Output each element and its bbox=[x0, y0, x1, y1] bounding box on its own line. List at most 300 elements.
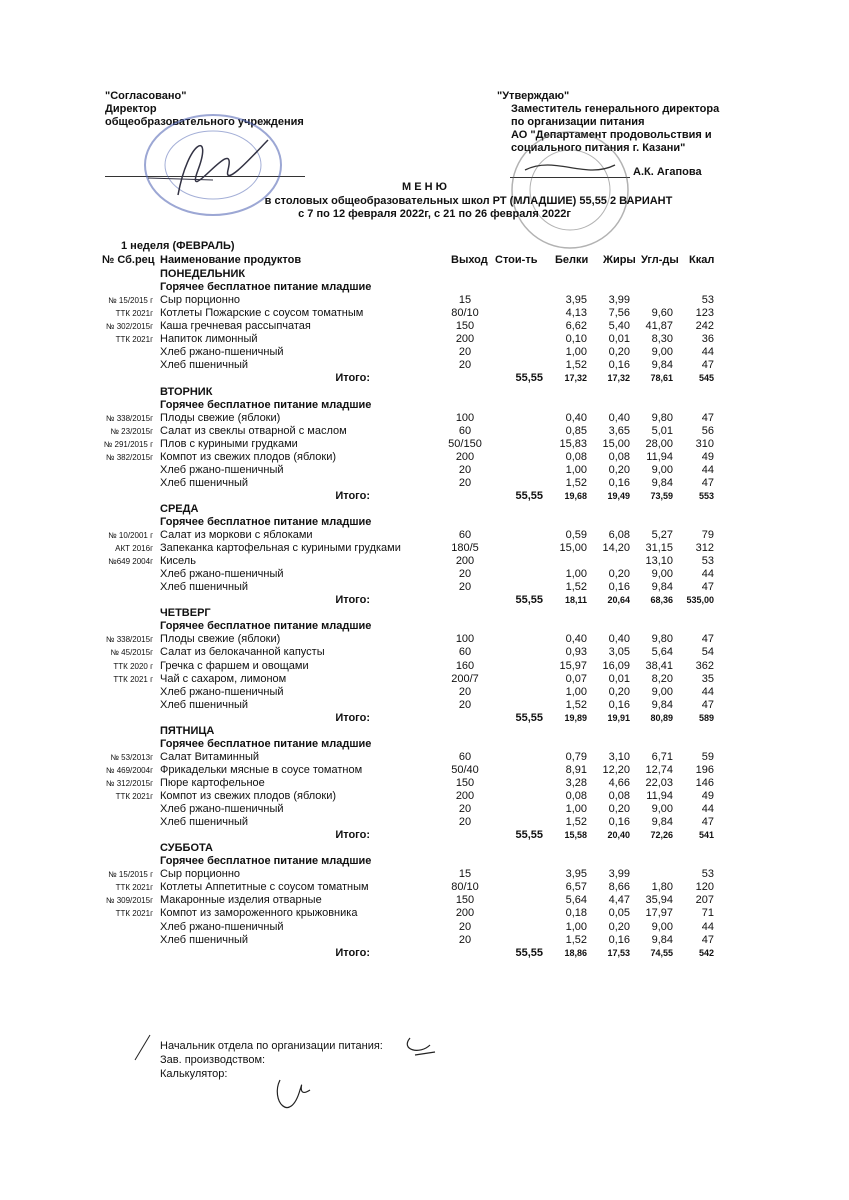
dish-carbs: 41,87 bbox=[645, 320, 673, 333]
dish-carbs: 9,00 bbox=[651, 463, 673, 476]
dish-protein: 1,00 bbox=[565, 463, 587, 476]
dish-kcal: 120 bbox=[695, 881, 714, 894]
total-price: 55,55 bbox=[515, 594, 543, 607]
dish-kcal: 242 bbox=[695, 320, 714, 333]
dish-carbs: 1,80 bbox=[651, 881, 673, 894]
dish-fat: 0,08 bbox=[608, 450, 630, 463]
dish-name: Салат из белокачанной капусты bbox=[160, 646, 325, 659]
menu-dates: с 7 по 12 февраля 2022г, с 21 по 26 февраля 2022г bbox=[298, 208, 571, 220]
dish-protein: 1,00 bbox=[565, 346, 587, 359]
dish-kcal: 47 bbox=[701, 476, 714, 489]
dish-name: Салат Витаминный bbox=[160, 750, 259, 763]
footer-signatures bbox=[130, 1030, 450, 1130]
recipe-number: № 53/2013г bbox=[110, 752, 153, 762]
dish-yield: 20 bbox=[458, 933, 472, 946]
dish-fat: 0,16 bbox=[608, 816, 630, 829]
dish-fat: 3,10 bbox=[608, 750, 630, 763]
total-price: 55,55 bbox=[515, 829, 543, 842]
dish-fat: 16,09 bbox=[602, 659, 630, 672]
dish-yield: 15 bbox=[458, 868, 472, 881]
dish-protein: 5,64 bbox=[565, 894, 587, 907]
total-label: Итого: bbox=[335, 489, 370, 502]
dish-kcal: 47 bbox=[701, 581, 714, 594]
recipe-number: АКТ 2016г bbox=[115, 544, 153, 554]
footer-calculator: Калькулятор: bbox=[160, 1068, 228, 1080]
total-kcal: 553 bbox=[698, 490, 714, 501]
total-fat: 17,32 bbox=[607, 373, 630, 384]
dish-kcal: 59 bbox=[701, 750, 714, 763]
recipe-number: № 23/2015г bbox=[110, 426, 153, 436]
total-fat: 17,53 bbox=[607, 947, 630, 958]
approval-right-line4: АО "Департамент продовольствия и bbox=[511, 129, 712, 141]
dish-kcal: 146 bbox=[695, 776, 714, 789]
dish-protein: 15,97 bbox=[559, 659, 587, 672]
dish-protein: 8,91 bbox=[565, 763, 587, 776]
dish-kcal: 47 bbox=[701, 698, 714, 711]
dish-fat: 0,20 bbox=[608, 346, 630, 359]
dish-name: Котлеты Пожарские с соусом томатным bbox=[160, 307, 364, 320]
dish-carbs: 9,80 bbox=[651, 633, 673, 646]
dish-fat: 0,20 bbox=[608, 463, 630, 476]
recipe-number: № 469/2004г bbox=[105, 765, 153, 775]
day-name: СРЕДА bbox=[160, 502, 199, 515]
dish-kcal: 312 bbox=[695, 542, 714, 555]
dish-carbs: 5,64 bbox=[651, 646, 673, 659]
dish-kcal: 123 bbox=[695, 307, 714, 320]
table-row bbox=[0, 294, 849, 307]
table-row bbox=[0, 307, 849, 320]
table-row bbox=[0, 816, 849, 829]
dish-protein: 1,52 bbox=[565, 816, 587, 829]
col-rec: № Сб.рец bbox=[102, 254, 155, 266]
day-name: ЧЕТВЕРГ bbox=[160, 607, 211, 620]
table-row bbox=[0, 699, 849, 712]
dish-carbs: 9,00 bbox=[651, 568, 673, 581]
total-kcal: 535,00 bbox=[686, 595, 714, 606]
table-row bbox=[0, 542, 849, 555]
dish-name: Плоды свежие (яблоки) bbox=[160, 633, 281, 646]
day-name: ПОНЕДЕЛЬНИК bbox=[160, 268, 246, 280]
dish-name: Каша гречневая рассыпчатая bbox=[160, 320, 311, 333]
dish-carbs: 8,30 bbox=[651, 333, 673, 346]
section-heading bbox=[0, 399, 849, 412]
dish-yield: 180/5 bbox=[451, 542, 479, 555]
dish-name: Хлеб ржано-пшеничный bbox=[160, 346, 284, 359]
dish-name: Пюре картофельное bbox=[160, 776, 265, 789]
table-row bbox=[0, 451, 849, 464]
approval-right-line1: "Утверждаю" bbox=[497, 90, 570, 102]
recipe-number: № 302/2015г bbox=[105, 322, 153, 332]
dish-fat: 12,20 bbox=[602, 763, 630, 776]
recipe-number: ТТК 2021г bbox=[115, 792, 153, 801]
dish-kcal: 310 bbox=[695, 437, 714, 450]
total-protein: 19,89 bbox=[564, 712, 587, 723]
dish-kcal: 44 bbox=[701, 920, 714, 933]
table-row bbox=[0, 359, 849, 372]
dish-protein: 4,13 bbox=[565, 307, 587, 320]
recipe-number: № 338/2015г bbox=[105, 413, 153, 423]
dish-yield: 50/40 bbox=[451, 763, 479, 776]
recipe-number: № 382/2015г bbox=[105, 452, 153, 462]
col-kcal: Ккал bbox=[689, 254, 715, 266]
total-row bbox=[0, 372, 849, 385]
total-carbs: 78,61 bbox=[650, 373, 673, 384]
dish-carbs: 38,41 bbox=[645, 659, 673, 672]
dish-carbs: 9,84 bbox=[651, 476, 673, 489]
total-kcal: 542 bbox=[698, 947, 714, 958]
dish-protein: 0,40 bbox=[565, 633, 587, 646]
dish-name: Компот из свежих плодов (яблоки) bbox=[160, 450, 337, 463]
dish-yield: 20 bbox=[458, 816, 472, 829]
total-price: 55,55 bbox=[515, 372, 543, 385]
dish-name: Хлеб ржано-пшеничный bbox=[160, 803, 284, 815]
col-name: Наименование продуктов bbox=[160, 254, 302, 266]
table-row bbox=[0, 764, 849, 777]
dish-kcal: 56 bbox=[701, 424, 714, 437]
day-name: ВТОРНИК bbox=[160, 385, 213, 398]
day-heading bbox=[0, 842, 849, 855]
section-label: Горячее бесплатное питание младшие bbox=[160, 737, 372, 750]
total-row bbox=[0, 712, 849, 725]
dish-carbs: 5,01 bbox=[651, 424, 673, 437]
dish-carbs: 35,94 bbox=[645, 894, 673, 907]
dish-yield: 20 bbox=[458, 359, 472, 372]
table-row bbox=[0, 320, 849, 333]
table-row bbox=[0, 438, 849, 451]
total-protein: 19,68 bbox=[564, 490, 587, 501]
dish-name: Салат из моркови с яблоками bbox=[160, 529, 313, 541]
dish-carbs: 13,10 bbox=[645, 555, 673, 568]
dish-yield: 20 bbox=[458, 476, 472, 489]
dish-fat: 0,40 bbox=[608, 633, 630, 646]
dish-yield: 100 bbox=[455, 633, 475, 646]
dish-protein: 0,08 bbox=[565, 790, 587, 802]
dish-name: Запеканка картофельная с куриными грудками bbox=[160, 542, 401, 555]
table-row bbox=[0, 425, 849, 438]
total-price: 55,55 bbox=[515, 946, 543, 959]
table-row bbox=[0, 568, 849, 581]
approval-right-line2: Заместитель генерального директора bbox=[511, 103, 720, 115]
dish-name: Макаронные изделия отварные bbox=[160, 894, 322, 907]
dish-protein: 0,59 bbox=[565, 529, 587, 541]
day-name: СУББОТА bbox=[160, 842, 213, 855]
dish-fat: 3,99 bbox=[608, 294, 630, 307]
section-heading bbox=[0, 516, 849, 529]
table-row bbox=[0, 346, 849, 359]
dish-name: Плов с куриными грудками bbox=[160, 437, 298, 450]
dish-protein: 1,52 bbox=[565, 476, 587, 489]
recipe-number: № 312/2015г bbox=[105, 778, 153, 788]
dish-yield: 20 bbox=[458, 581, 472, 594]
dish-kcal: 54 bbox=[701, 646, 714, 659]
total-row bbox=[0, 947, 849, 960]
dish-yield: 200 bbox=[455, 333, 475, 346]
recipe-number: № 15/2015 г bbox=[108, 296, 153, 306]
dish-yield: 150 bbox=[455, 320, 475, 333]
col-fat: Жиры bbox=[603, 254, 636, 266]
approval-signer: А.К. Агапова bbox=[633, 166, 702, 178]
table-row bbox=[0, 412, 849, 425]
dish-kcal: 207 bbox=[695, 894, 714, 907]
dish-fat: 6,08 bbox=[608, 529, 630, 541]
dish-fat: 0,16 bbox=[608, 698, 630, 711]
table-row bbox=[0, 464, 849, 477]
total-label: Итого: bbox=[335, 711, 370, 724]
total-fat: 20,40 bbox=[607, 830, 630, 841]
table-row bbox=[0, 790, 849, 803]
dish-protein: 0,85 bbox=[565, 424, 587, 437]
dish-name: Хлеб пшеничный bbox=[160, 933, 249, 946]
recipe-number: ТТК 2020 г bbox=[113, 661, 153, 671]
total-carbs: 72,26 bbox=[650, 830, 673, 841]
dish-yield: 15 bbox=[458, 294, 472, 307]
dish-carbs: 22,03 bbox=[645, 776, 673, 789]
dish-yield: 20 bbox=[458, 685, 472, 698]
total-kcal: 545 bbox=[698, 373, 714, 384]
total-label: Итого: bbox=[335, 372, 370, 385]
dish-kcal: 36 bbox=[701, 333, 714, 346]
dish-yield: 20 bbox=[458, 346, 472, 359]
dish-yield: 200 bbox=[455, 907, 475, 920]
table-row bbox=[0, 633, 849, 646]
table-row bbox=[0, 555, 849, 568]
approval-right-line3: по организации питания bbox=[511, 116, 645, 128]
dish-kcal: 47 bbox=[701, 411, 714, 424]
dish-kcal: 47 bbox=[701, 359, 714, 372]
dish-yield: 200 bbox=[455, 790, 475, 802]
dish-protein: 1,00 bbox=[565, 803, 587, 815]
dish-kcal: 47 bbox=[701, 816, 714, 829]
section-heading bbox=[0, 281, 849, 294]
total-row bbox=[0, 490, 849, 503]
dish-kcal: 44 bbox=[701, 346, 714, 359]
recipe-number: №649 2004г bbox=[108, 557, 153, 567]
total-protein: 18,86 bbox=[564, 947, 587, 958]
total-label: Итого: bbox=[335, 829, 370, 842]
dish-fat: 3,05 bbox=[608, 646, 630, 659]
dish-yield: 20 bbox=[458, 568, 472, 581]
table-row bbox=[0, 333, 849, 346]
menu-title: М Е Н Ю bbox=[402, 181, 447, 193]
dish-yield: 150 bbox=[455, 894, 475, 907]
dish-kcal: 53 bbox=[701, 555, 714, 568]
dish-name: Хлеб ржано-пшеничный bbox=[160, 685, 284, 698]
total-fat: 20,64 bbox=[607, 595, 630, 606]
total-fat: 19,91 bbox=[607, 712, 630, 723]
dish-name: Кисель bbox=[160, 555, 196, 568]
table-row bbox=[0, 686, 849, 699]
total-carbs: 68,36 bbox=[650, 595, 673, 606]
dish-carbs: 11,94 bbox=[646, 790, 673, 802]
dish-name: Компот из свежих плодов (яблоки) bbox=[160, 790, 337, 802]
dish-fat: 7,56 bbox=[608, 307, 630, 320]
dish-name: Хлеб пшеничный bbox=[160, 816, 249, 829]
total-protein: 17,32 bbox=[564, 373, 587, 384]
dish-protein: 6,62 bbox=[565, 320, 587, 333]
total-protein: 15,58 bbox=[564, 830, 587, 841]
dish-fat: 0,16 bbox=[608, 933, 630, 946]
dish-name: Хлеб пшеничный bbox=[160, 359, 249, 372]
dish-name: Хлеб пшеничный bbox=[160, 581, 249, 594]
column-headers bbox=[0, 254, 849, 267]
total-fat: 19,49 bbox=[607, 490, 630, 501]
dish-protein: 6,57 bbox=[565, 881, 587, 894]
table-row bbox=[0, 803, 849, 816]
dish-name: Хлеб ржано-пшеничный bbox=[160, 463, 284, 476]
menu-subtitle: в столовых общеобразовательных школ РТ (МЛАДШИЕ) 55,55 2 ВАРИАНТ bbox=[264, 195, 673, 207]
recipe-number: ТТК 2021 г bbox=[113, 674, 153, 684]
dish-kcal: 44 bbox=[701, 803, 714, 815]
total-label: Итого: bbox=[335, 594, 370, 607]
dish-fat: 3,99 bbox=[608, 868, 630, 881]
total-kcal: 541 bbox=[698, 830, 714, 841]
section-label: Горячее бесплатное питание младшие bbox=[160, 281, 372, 294]
dish-yield: 160 bbox=[455, 659, 475, 672]
dish-protein: 0,18 bbox=[565, 907, 587, 920]
dish-carbs: 5,27 bbox=[651, 529, 673, 541]
dish-protein: 1,00 bbox=[565, 920, 587, 933]
dish-carbs: 12,74 bbox=[645, 763, 673, 776]
day-heading bbox=[0, 725, 849, 738]
table-row bbox=[0, 529, 849, 542]
dish-fat: 0,16 bbox=[608, 359, 630, 372]
table-row bbox=[0, 751, 849, 764]
approval-left-line2: Директор bbox=[105, 103, 157, 115]
dish-fat: 3,65 bbox=[608, 424, 630, 437]
recipe-number: № 291/2015 г bbox=[103, 439, 153, 449]
dish-kcal: 49 bbox=[701, 790, 714, 802]
section-label: Горячее бесплатное питание младшие bbox=[160, 516, 372, 528]
day-heading bbox=[0, 607, 849, 620]
total-carbs: 73,59 bbox=[650, 490, 673, 501]
dish-fat: 0,40 bbox=[608, 411, 630, 424]
dish-protein: 1,00 bbox=[565, 685, 587, 698]
dish-protein: 3,28 bbox=[565, 776, 587, 789]
dish-carbs: 11,94 bbox=[646, 450, 673, 463]
table-row bbox=[0, 907, 849, 920]
recipe-number: № 45/2015г bbox=[110, 648, 153, 658]
dish-kcal: 35 bbox=[701, 672, 714, 685]
dish-kcal: 44 bbox=[701, 463, 714, 476]
dish-kcal: 53 bbox=[701, 294, 714, 307]
dish-carbs: 6,71 bbox=[651, 750, 673, 763]
dish-fat: 0,01 bbox=[608, 333, 630, 346]
dish-fat: 0,16 bbox=[608, 476, 630, 489]
dish-name: Чай с сахаром, лимоном bbox=[160, 672, 287, 685]
dish-fat: 14,20 bbox=[602, 542, 630, 555]
table-row bbox=[0, 581, 849, 594]
dish-protein: 1,00 bbox=[565, 568, 587, 581]
dish-carbs: 9,00 bbox=[651, 803, 673, 815]
dish-name: Напиток лимонный bbox=[160, 333, 258, 346]
section-heading bbox=[0, 738, 849, 751]
dish-carbs: 9,84 bbox=[651, 933, 673, 946]
dish-yield: 80/10 bbox=[451, 307, 479, 320]
dish-protein: 15,83 bbox=[559, 437, 587, 450]
dish-protein: 0,40 bbox=[565, 411, 587, 424]
dish-fat: 0,01 bbox=[608, 672, 630, 685]
dish-yield: 20 bbox=[458, 698, 472, 711]
table-row bbox=[0, 673, 849, 686]
dish-name: Сыр порционно bbox=[160, 868, 241, 881]
dish-protein: 0,93 bbox=[565, 646, 587, 659]
dish-fat: 0,08 bbox=[608, 790, 630, 802]
dish-carbs: 28,00 bbox=[645, 437, 673, 450]
total-label: Итого: bbox=[335, 946, 370, 959]
dish-fat: 0,20 bbox=[608, 920, 630, 933]
dish-kcal: 362 bbox=[695, 659, 714, 672]
dish-fat: 0,20 bbox=[608, 568, 630, 581]
dish-yield: 150 bbox=[455, 776, 475, 789]
total-row bbox=[0, 594, 849, 607]
dish-carbs: 9,00 bbox=[651, 685, 673, 698]
section-heading bbox=[0, 855, 849, 868]
recipe-number: № 338/2015г bbox=[105, 635, 153, 645]
table-row bbox=[0, 868, 849, 881]
approval-right-line5: социального питания г. Казани" bbox=[511, 142, 686, 154]
recipe-number: ТТК 2021г bbox=[115, 909, 153, 919]
dish-protein: 3,95 bbox=[565, 868, 587, 881]
table-row bbox=[0, 477, 849, 490]
dish-kcal: 47 bbox=[701, 933, 714, 946]
dish-fat: 4,66 bbox=[608, 776, 630, 789]
dish-name: Хлеб ржано-пшеничный bbox=[160, 568, 284, 581]
col-carbs: Угл-ды bbox=[641, 254, 679, 266]
dish-carbs: 31,15 bbox=[645, 542, 673, 555]
section-label: Горячее бесплатное питание младшие bbox=[160, 855, 372, 868]
dish-protein: 0,79 bbox=[565, 750, 587, 763]
dish-protein: 0,07 bbox=[565, 672, 587, 685]
dish-fat: 0,05 bbox=[608, 907, 630, 920]
dish-kcal: 71 bbox=[701, 907, 714, 920]
dish-name: Сыр порционно bbox=[160, 294, 241, 307]
total-carbs: 74,55 bbox=[650, 947, 673, 958]
dish-yield: 200/7 bbox=[451, 672, 479, 685]
dish-name: Хлеб пшеничный bbox=[160, 476, 249, 489]
dish-kcal: 44 bbox=[701, 685, 714, 698]
dish-protein: 1,52 bbox=[565, 933, 587, 946]
dish-carbs: 9,84 bbox=[651, 359, 673, 372]
section-label: Горячее бесплатное питание младшие bbox=[160, 398, 372, 411]
dish-kcal: 49 bbox=[701, 450, 714, 463]
section-heading bbox=[0, 620, 849, 633]
dish-protein: 0,10 bbox=[565, 333, 587, 346]
dish-yield: 50/150 bbox=[448, 437, 482, 450]
table-row bbox=[0, 934, 849, 947]
recipe-number: № 10/2001 г bbox=[108, 531, 153, 540]
table-row bbox=[0, 646, 849, 659]
day-heading bbox=[0, 268, 849, 281]
dish-yield: 60 bbox=[458, 424, 472, 437]
recipe-number: ТТК 2021г bbox=[115, 309, 153, 319]
section-label: Горячее бесплатное питание младшие bbox=[160, 620, 372, 633]
dish-carbs: 8,20 bbox=[651, 672, 673, 685]
table-row bbox=[0, 660, 849, 673]
dish-kcal: 79 bbox=[701, 529, 714, 541]
total-protein: 18,11 bbox=[564, 595, 587, 606]
dish-yield: 200 bbox=[455, 450, 475, 463]
total-price: 55,55 bbox=[515, 711, 543, 724]
dish-yield: 80/10 bbox=[451, 881, 479, 894]
week-label: 1 неделя (ФЕВРАЛЬ) bbox=[121, 240, 235, 252]
approval-left-line3: общеобразовательного учреждения bbox=[105, 116, 304, 128]
day-name: ПЯТНИЦА bbox=[160, 724, 215, 737]
dish-protein: 1,52 bbox=[565, 359, 587, 372]
approval-left-line1: "Согласовано" bbox=[105, 90, 187, 102]
table-row bbox=[0, 881, 849, 894]
total-kcal: 589 bbox=[698, 712, 714, 723]
dish-fat: 0,20 bbox=[608, 803, 630, 815]
